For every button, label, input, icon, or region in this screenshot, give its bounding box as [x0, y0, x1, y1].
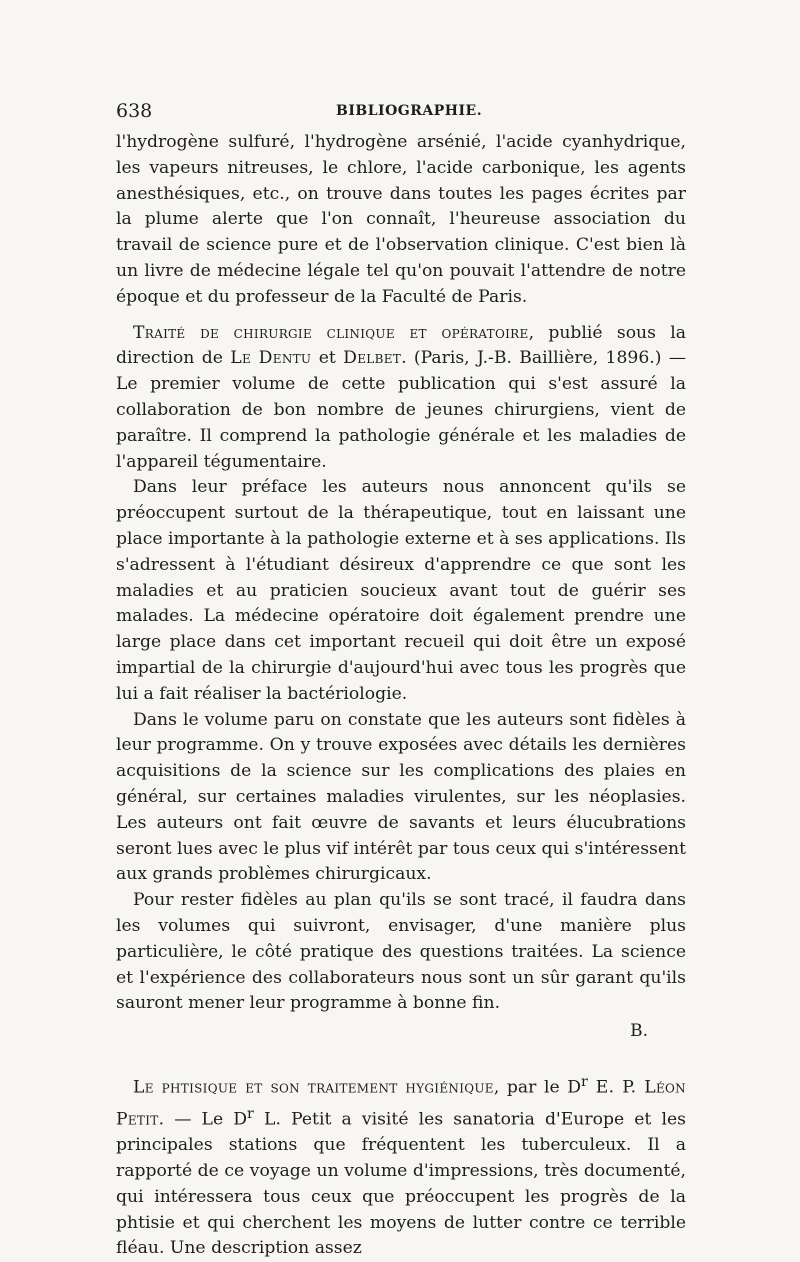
review-entry-phtisique: [116, 1070, 686, 1262]
review-text: . — Le D: [158, 1109, 248, 1130]
authors-pre: , publié sous la direction de: [116, 322, 686, 369]
review-text: L. Petit a visité les sanatoria d'Europe et les principales stations que fréquentent les tuberculeux. Il a rapporté de ce voyage un volume d'impressions, très documenté, qui intéressera tous ceux que préoccupent les progrès de la phtisie et qui cherchent les moyens de lutter contre ce terrible fléau. Une description assez: [116, 1109, 686, 1259]
book-title: Le phtisique et son traitement hygiénique: [133, 1077, 494, 1098]
document-page: [116, 100, 686, 1262]
author-join: et: [311, 348, 344, 369]
author-name: Delbet: [343, 348, 402, 369]
author-name: E. P. Léon Petit: [116, 1077, 686, 1130]
review-text: . (Paris, J.-B. Baillière, 1896.) — Le premier volume de cette publication qui s'est assuré la collaboration de bon nombre de jeunes chirurgiens, vient de paraître. Il comprend la pathologie générale et les maladies de l'appareil tégumentaire.: [116, 348, 687, 472]
paragraph-continuation: l'hydrogène sulfuré, l'hydrogène arsénié, l'acide cyanhydrique, les vapeurs nitreuses, le chlore, l'acide carbonique, les agents anesthésiques, etc., on trouve dans toutes les pages écrites par la plume alerte que l'on connaît, l'heureuse association du travail de science pure et de l'observation clinique. C'est bien là un livre de médecine légale tel qu'on pouvait l'attendre de notre époque et du professeur de la Faculté de Paris.: [116, 132, 686, 307]
superscript: r: [247, 1105, 254, 1122]
superscript: r: [581, 1074, 588, 1091]
paragraph: Dans leur préface les auteurs nous annoncent qu'ils se préoccupent surtout de la thérapeutique, tout en laissant une place importante à la pathologie externe et à ses applications. Ils s'adressent à l'étudiant désireux d'apprendre ce que sont les maladies et au praticien soucieux avant tout de guérir ses malades. La médecine opératoire doit également prendre une large place dans cet important recueil qui doit être un exposé impartial de la chirurgie d'aujourd'hui avec tous les progrès que lui a fait réaliser la bactériologie.: [116, 477, 686, 704]
authors-pre: , par le D: [493, 1077, 581, 1098]
book-title: Traité de chirurgie clinique et opératoire: [133, 322, 529, 343]
review-entry-traite: [116, 321, 686, 476]
signature: B.: [630, 1021, 648, 1042]
author-name: Le Dentu: [230, 348, 312, 369]
page-header: [116, 100, 686, 130]
paragraph: Dans le volume paru on constate que les auteurs sont fidèles à leur programme. On y trouve exposées avec détails les dernières acquisitions de la science sur les complications des plaies en général, sur certaines maladies virulentes, sur les néoplasies. Les auteurs ont fait œuvre de savants et leurs élucubrations seront lues avec le plus vif intérêt par tous ceux qui s'intéressent aux grands problèmes chirurgicaux.: [116, 709, 686, 885]
page-number: 638: [116, 100, 153, 122]
paragraph: Pour rester fidèles au plan qu'ils se sont tracé, il faudra dans les volumes qui suivront, envisager, d'une manière plus particulière, le côté pratique des questions traitées. La science et l'expérience des collaborateurs nous sont un sûr garant qu'ils sauront mener leur programme à bonne fin.: [116, 890, 686, 1014]
running-title: BIBLIOGRAPHIE.: [336, 103, 483, 119]
